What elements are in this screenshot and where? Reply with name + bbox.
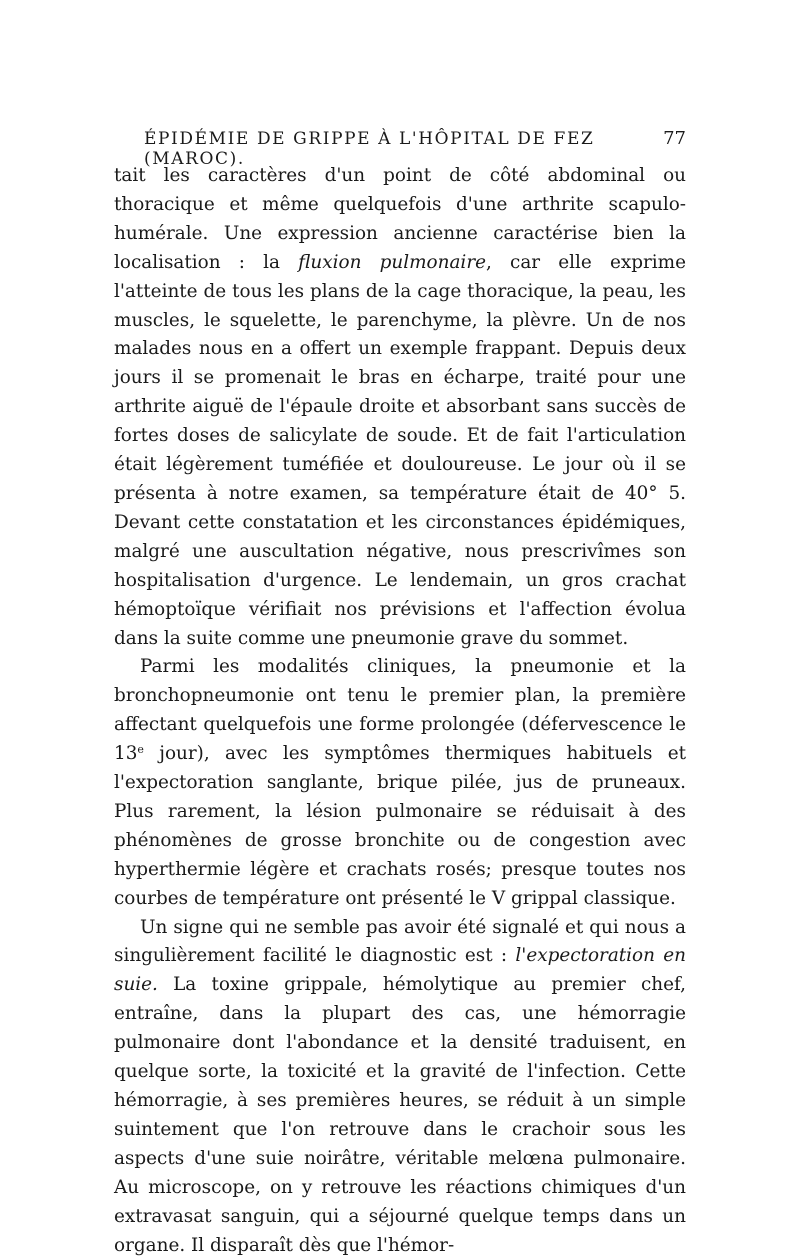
ordinal-superscript: e (137, 743, 144, 757)
paragraph-expectoration (114, 914, 686, 1260)
text-segment: Un signe qui ne semble pas avoir été signalé et qui nous a singulièrement facilité le diagnostic est : (114, 916, 686, 967)
running-title: ÉPIDÉMIE DE GRIPPE À L'HÔPITAL DE FEZ (MAROC). (144, 129, 595, 169)
paragraph-modalites (114, 653, 686, 913)
italic-phrase-fluxion-pulmonaire: fluxion pulmonaire (298, 251, 486, 273)
text-segment: tait les caractères d'un point de côté abdominal ou thoracique et même quelquefois d'une arthrite scapulo-humérale. Une expression ancienne caractérise bien la localisation : la (114, 165, 686, 273)
running-header (114, 128, 686, 169)
text-segment: Parmi les modalités cliniques, la pneumonie et la bronchopneumonie ont tenu le premier plan, la première affectant quelquefois une forme prolongée (défervescence le 13 (114, 656, 686, 765)
text-segment: jour), avec les symptômes thermiques habituels et l'expectoration sanglante, brique pilée, jus de pruneaux. Plus rarement, la lésion pulmonaire se réduisait à des phénomènes de grosse bronchite ou de congestion avec hyperthermie légère et crachats rosés; presque toutes nos courbes de température ont présenté le V grippal classique. (114, 743, 686, 909)
text-segment: La toxine grippale, hémolytique au premier chef, entraîne, dans la plupart des cas, une hémorragie pulmonaire dont l'abondance et la densité traduisent, en quelque sorte, la toxicité et la gravité de l'infection. Cette hémorragie, à ses premières heures, se réduit à un simple suintement que l'on retrouve dans le crachoir sous les aspects d'une suie noirâtre, véritable melœna pulmonaire. Au microscope, on y retrouve les réactions chimiques d'un extravasat sanguin, qui a séjourné quelque temps dans un organe. Il disparaît dès que l'hémor- (114, 974, 686, 1256)
text-segment: , car elle exprime l'atteinte de tous les plans de la cage thoracique, la peau, les muscles, le squelette, le parenchyme, la plèvre. Un de nos malades nous en a offert un exemple frappant. Depuis deux jours il se promenait le bras en écharpe, traité pour une arthrite aiguë de l'épaule droite et absorbant sans succès de fortes doses de salicylate de soude. Et de fait l'articulation était légèrement tuméfiée et douloureuse. Le jour où il se présenta à notre examen, sa température était de 40° 5. Devant cette constatation et les circonstances épidémiques, malgré une auscultation négative, nous prescrivîmes son hospitalisation d'urgence. Le lendemain, un gros crachat hémoptoïque vérifiait nos prévisions et l'affection évolua dans la suite comme une pneumonie grave du sommet. (114, 251, 686, 649)
book-page (114, 128, 686, 1260)
page-number: 77 (663, 128, 686, 149)
italic-phrase-expectoration-en-suie: l'expectoration en suie. (114, 945, 686, 996)
paragraph-continuation (114, 162, 686, 653)
body-text (114, 162, 686, 1260)
